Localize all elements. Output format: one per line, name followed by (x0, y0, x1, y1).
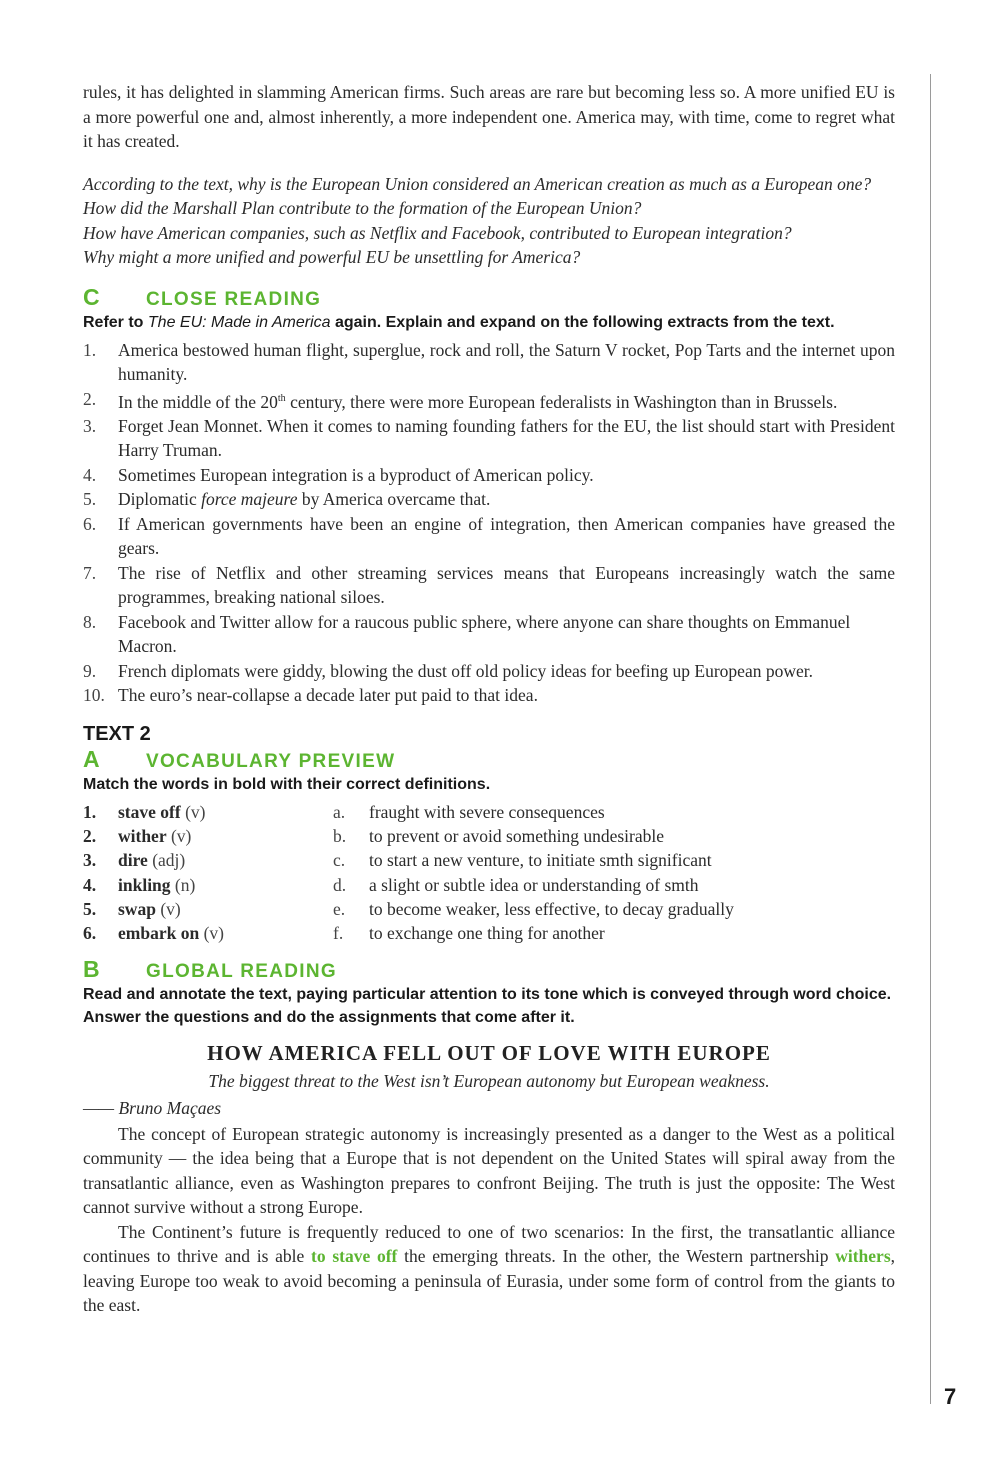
part-of-speech: (v) (166, 826, 192, 847)
section-letter: C (83, 283, 100, 310)
instruction-text: Refer to (83, 313, 148, 331)
paragraph-text: , leaving Europe too weak to avoid becoming a peninsula of Eurasia, under some form of control from the giants to the east. (83, 1246, 895, 1316)
definition-letter: b. (333, 826, 347, 847)
part-of-speech: (v) (180, 801, 206, 822)
word-number: 6. (83, 923, 97, 944)
page-content (83, 80, 895, 1318)
instruction-source-title: The EU: Made in America (147, 313, 331, 331)
extract-number: 5. (83, 489, 97, 510)
definition-letter: f. (333, 923, 344, 944)
definition-letter: a. (333, 801, 346, 822)
extract-number: 1. (83, 339, 97, 360)
extract-number: 4. (83, 464, 97, 485)
extract-item (83, 463, 895, 488)
question-list (83, 172, 895, 270)
extract-text-part: In the middle of the 20 (118, 391, 278, 412)
vocab-word-row (83, 824, 333, 848)
extract-number: 9. (83, 660, 97, 681)
extract-item (83, 338, 895, 387)
section-b-heading (83, 956, 895, 983)
page-number: 7 (944, 1384, 957, 1409)
extract-item (83, 659, 895, 684)
margin-rule (930, 74, 931, 1404)
superscript: th (277, 392, 286, 404)
word-number: 4. (83, 874, 97, 895)
section-a-heading (83, 746, 895, 773)
word-number: 5. (83, 899, 97, 920)
section-c-instruction (83, 311, 895, 334)
part-of-speech: (v) (199, 923, 224, 944)
extract-text: The euro’s near-collapse a decade later put paid to that idea. (118, 685, 538, 706)
extract-text (118, 487, 895, 512)
extract-item (83, 512, 895, 561)
extract-number: 7. (83, 562, 97, 583)
vocab-definition-row (333, 873, 895, 897)
highlighted-vocab: to stave off (311, 1246, 398, 1267)
vocabulary-table (83, 800, 895, 946)
definition-text: to prevent or avoid something undesirable (369, 826, 664, 847)
extract-text: America bestowed human flight, superglue, rock and roll, the Saturn V rocket, Pop Tarts and the internet upon humanity. (118, 339, 895, 384)
definition-text: fraught with severe consequences (369, 801, 605, 822)
vocab-word: wither (118, 826, 167, 847)
definition-letter: d. (333, 874, 347, 895)
definition-letter: c. (333, 850, 346, 871)
extract-number: 8. (83, 611, 97, 632)
extract-text-part: century, there were more European federalists in Washington than in Brussels. (285, 391, 838, 412)
section-c-heading (83, 284, 895, 311)
vocab-word: dire (118, 850, 148, 871)
vocab-definition-row (333, 848, 895, 872)
article-author: —— Bruno Maçaes (83, 1097, 222, 1118)
section-letter: A (83, 745, 100, 772)
emphasis: force majeure (201, 489, 298, 510)
question: Why might a more unified and powerful EU be unsettling for America? (83, 247, 581, 267)
extract-list (83, 338, 895, 708)
intro-paragraph: rules, it has delighted in slamming American firms. Such areas are rare but becoming less so. A more unified EU is a more powerful one and, almost inherently, a more independent one. America may, with time, come to regret what it has created. (83, 82, 895, 151)
question: According to the text, why is the European Union considered an American creation as much as a European one? (83, 173, 872, 194)
extract-text (118, 387, 895, 414)
paragraph-text: The Continent’s future is frequently reduced to one of two scenarios: In the first, the transatlantic alliance continues to thrive and is able (83, 1221, 895, 1267)
paragraph-text: the emerging threats. In the other, the Western partnership (397, 1246, 836, 1267)
part-of-speech: (n) (170, 874, 196, 895)
article-paragraph: The concept of European strategic autonomy is increasingly presented as a danger to the West as a political community — the idea being that a Europe that is not dependent on the United States will spiral away from the transatlantic alliance, even as Washington prepares to confront Beijing. The truth is just the opposite: The West cannot survive without a strong Europe. (83, 1123, 895, 1218)
definition-text: to exchange one thing for another (369, 923, 605, 944)
article-title: HOW AMERICA FELL OUT OF LOVE WITH EUROPE (207, 1040, 771, 1065)
extract-text: Forget Jean Monnet. When it comes to naming founding fathers for the EU, the list should start with President Harry Truman. (118, 415, 895, 461)
question: How have American companies, such as Netflix and Facebook, contributed to European integration? (83, 222, 792, 243)
vocab-word-row (83, 897, 333, 921)
extract-item (83, 487, 895, 512)
article-subtitle: The biggest threat to the West isn’t European autonomy but European weakness. (208, 1070, 770, 1091)
section-b-instruction: Read and annotate the text, paying particular attention to its tone which is conveyed through word choice. Answer the questions and do the assignments that come after it. (83, 985, 892, 1026)
highlighted-vocab: withers (835, 1246, 891, 1267)
instruction-text: again. Explain and expand on the following extracts from the text. (330, 313, 835, 331)
question: How did the Marshall Plan contribute to the formation of the European Union? (83, 198, 642, 218)
extract-item (83, 683, 895, 708)
extract-number: 6. (83, 513, 97, 534)
vocab-word-row (83, 873, 333, 897)
vocab-word: inkling (118, 874, 171, 895)
extract-number: 10. (83, 685, 105, 706)
word-number: 2. (83, 826, 97, 847)
vocab-word: swap (118, 899, 156, 920)
extract-text-part: Diplomatic (118, 489, 202, 510)
definition-letter: e. (333, 899, 346, 920)
extract-text: French diplomats were giddy, blowing the dust off old policy ideas for beefing up European power. (118, 660, 813, 681)
definition-text: to become weaker, less effective, to decay gradually (369, 899, 734, 920)
article-paragraph (83, 1220, 895, 1318)
vocab-definition-row (333, 921, 895, 945)
vocab-word-row (83, 848, 333, 872)
vocab-definition-row (333, 800, 895, 824)
extract-number: 3. (83, 415, 97, 436)
section-title: GLOBAL READING (146, 960, 337, 982)
section-title: VOCABULARY PREVIEW (146, 750, 396, 772)
vocab-word-row (83, 800, 333, 824)
extract-text: Facebook and Twitter allow for a raucous public sphere, where anyone can share thoughts on Emmanuel Macron. (118, 611, 851, 657)
extract-text-part: by America overcame that. (297, 489, 491, 510)
extract-item (83, 387, 895, 414)
extract-text: Sometimes European integration is a byproduct of American policy. (118, 464, 594, 485)
extract-item (83, 610, 895, 659)
section-letter: B (83, 955, 100, 982)
section-a-instruction: Match the words in bold with their correct definitions. (83, 775, 491, 793)
definition-text: a slight or subtle idea or understanding of smth (369, 874, 699, 895)
extract-text: The rise of Netflix and other streaming services means that Europeans increasingly watch the same programmes, breaking national siloes. (118, 562, 895, 608)
extract-text: If American governments have been an engine of integration, then American companies have greased the gears. (118, 513, 895, 559)
part-of-speech: (v) (155, 899, 181, 920)
extract-item (83, 561, 895, 610)
section-title: CLOSE READING (146, 288, 322, 310)
word-number: 1. (83, 801, 97, 822)
vocab-word: stave off (118, 801, 181, 822)
vocab-word: embark on (118, 923, 200, 944)
text2-label: TEXT 2 (83, 722, 151, 745)
extract-number: 2. (83, 388, 97, 409)
definition-text: to start a new venture, to initiate smth significant (369, 850, 712, 871)
vocab-definition-row (333, 824, 895, 848)
vocab-word-row (83, 921, 333, 945)
part-of-speech: (adj) (147, 850, 186, 871)
vocab-definition-row (333, 897, 895, 921)
extract-item (83, 414, 895, 463)
word-number: 3. (83, 850, 97, 871)
